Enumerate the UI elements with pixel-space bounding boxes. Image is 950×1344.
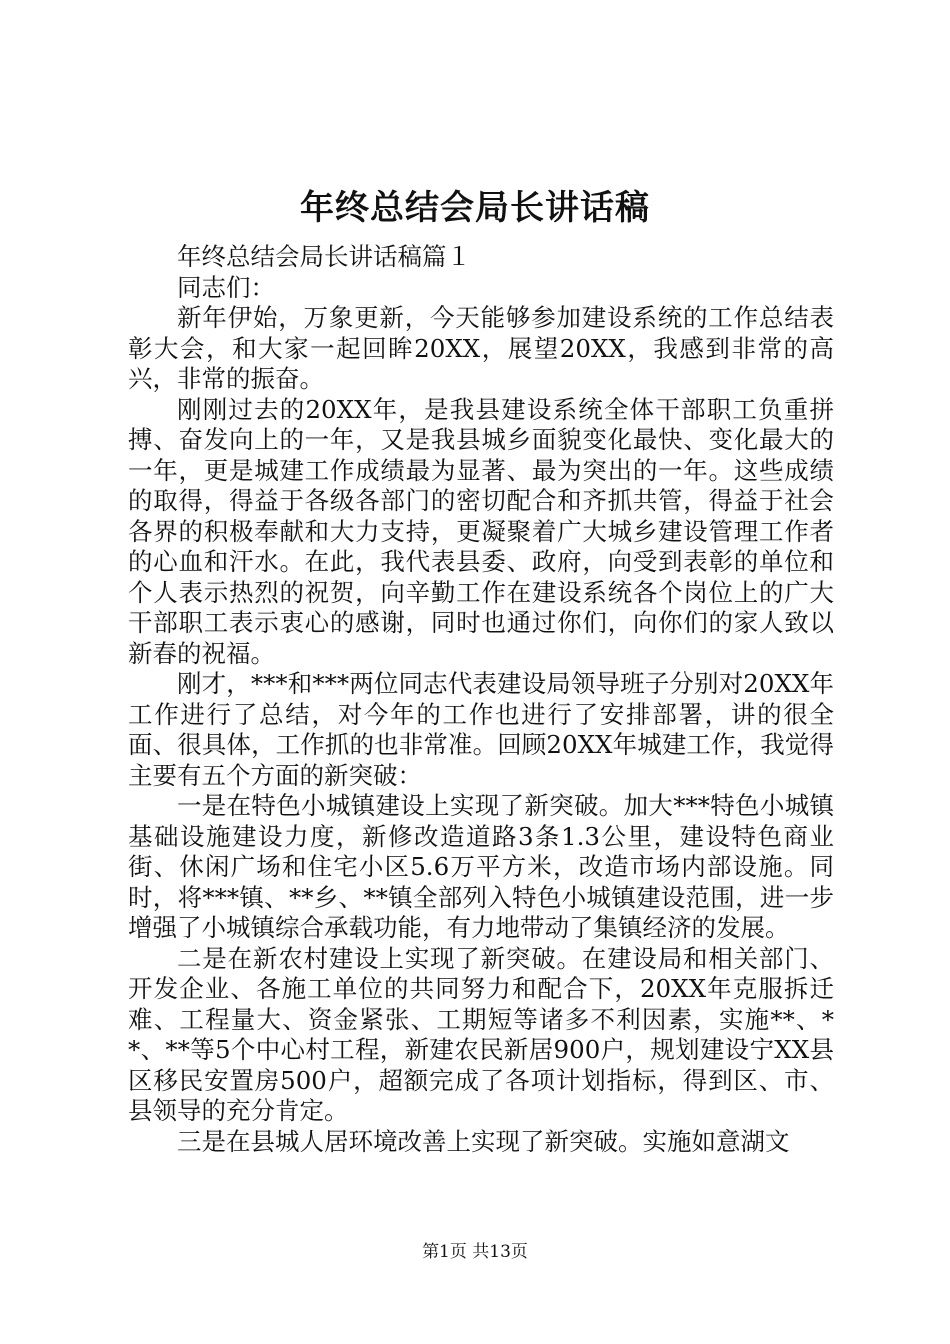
- paragraph-summary: 刚才，***和***两位同志代表建设局领导班子分别对20XX年工作进行了总结，对今年的工作也进行了安排部署，讲的很全面、很具体，工作抓的也非常准。回顾20XX年城建工作，我觉得主要有五个方面的新突破：: [128, 669, 834, 790]
- document-body: [128, 242, 834, 1157]
- paragraph-opening: 新年伊始，万象更新，今天能够参加建设系统的工作总结表彰大会，和大家一起回眸20XX，展望20XX，我感到非常的高兴，非常的振奋。: [128, 303, 834, 393]
- paragraph-salutation: 同志们：: [177, 272, 275, 302]
- paragraph-section-heading: 年终总结会局长讲话稿篇１: [177, 242, 471, 271]
- paragraph-point-one: 一是在特色小城镇建设上实现了新突破。加大***特色小城镇基础设施建设力度，新修改造道路3条1.3公里，建设特色商业街、休闲广场和住宅小区5.6万平方米，改造市场内部设施。同时，将***镇、**乡、**镇全部列入特色小城镇建设范围，进一步增强了小城镇综合承载功能，有力地带动了集镇经济的发展。: [128, 791, 834, 942]
- page-number-footer: 第1页 共13页: [422, 1242, 528, 1262]
- paragraph-review: 刚刚过去的20XX年，是我县建设系统全体干部职工负重拼搏、奋发向上的一年，又是我县城乡面貌变化最快、变化最大的一年，更是城建工作成绩最为显著、最为突出的一年。这些成绩的取得，得益于各级各部门的密切配合和齐抓共管，得益于社会各界的积极奉献和大力支持，更凝聚着广大城乡建设管理工作者的心血和汗水。在此，我代表县委、政府，向受到表彰的单位和个人表示热烈的祝贺，向辛勤工作在建设系统各个岗位上的广大干部职工表示衷心的感谢，同时也通过你们，向你们的家人致以新春的祝福。: [128, 394, 834, 668]
- document-title: 年终总结会局长讲话稿: [300, 188, 650, 228]
- paragraph-point-three: 三是在县城人居环境改善上实现了新突破。实施如意湖文: [177, 1126, 790, 1156]
- paragraph-point-two: 二是在新农村建设上实现了新突破。在建设局和相关部门、开发企业、各施工单位的共同努力和配合下，20XX年克服拆迁难、工程量大、资金紧张、工期短等诸多不利因素，实施**、**、**等5个中心村工程，新建农民新居900户，规划建设宁XX县区移民安置房500户，超额完成了各项计划指标，得到区、市、县领导的充分肯定。: [128, 943, 834, 1125]
